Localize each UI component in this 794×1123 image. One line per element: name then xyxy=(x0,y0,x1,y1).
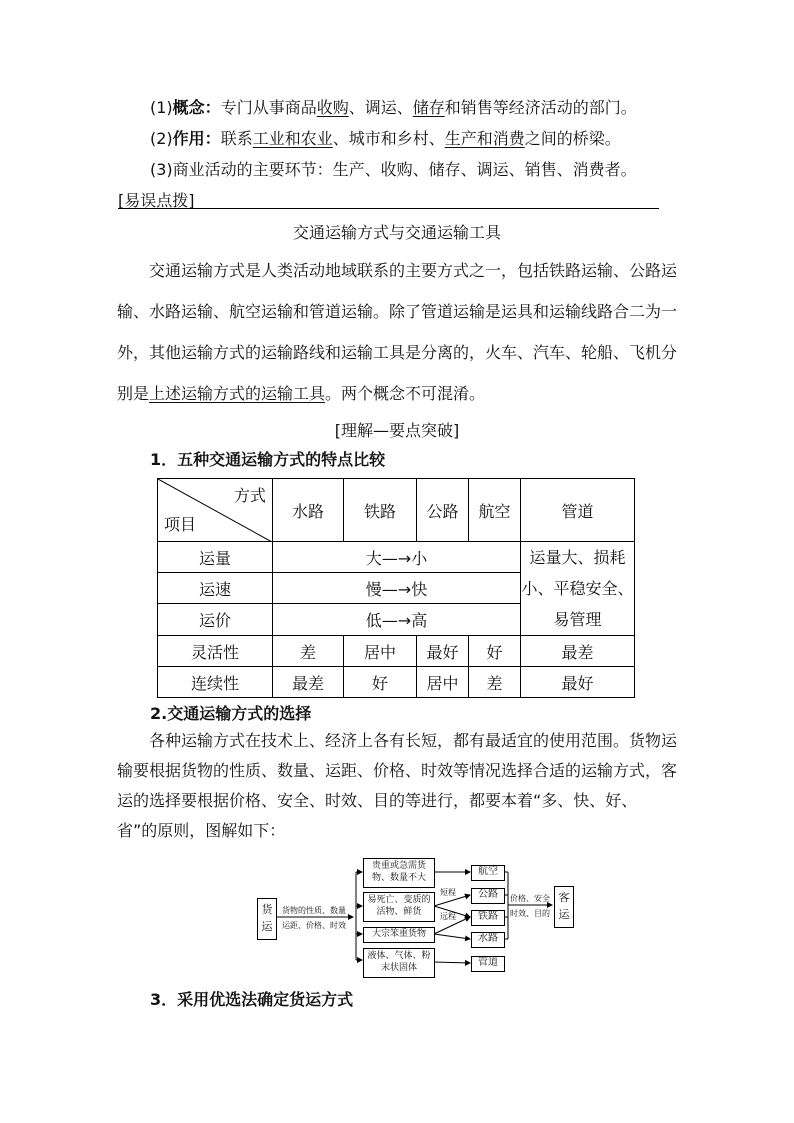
heading-3: 3．采用优选法确定货运方式 xyxy=(150,990,354,1009)
table-header: 铁路 xyxy=(344,479,417,542)
mode-box: 管道 xyxy=(471,956,505,972)
pipe-line: 运量大、损耗 xyxy=(529,548,626,567)
intro-1-u2: 储存 xyxy=(412,98,445,117)
mode-box: 铁路 xyxy=(471,910,505,926)
intro-1-t3: 和销售等经济活动的部门。 xyxy=(444,98,637,117)
merged-cell: 大—→小 xyxy=(273,542,521,573)
table-cell: 最差 xyxy=(273,667,344,698)
row-label: 运速 xyxy=(158,573,273,604)
table-header: 公路 xyxy=(417,479,469,542)
section-rule xyxy=(118,208,659,209)
section-paragraph xyxy=(117,250,677,414)
mode-box: 航空 xyxy=(471,865,505,881)
passenger-label: 客运 xyxy=(558,891,570,921)
cargo-flow-diagram xyxy=(250,850,580,980)
table-cell: 最好 xyxy=(521,667,635,698)
intro-2-u2: 生产和消费 xyxy=(444,129,525,148)
section-para-end: 。两个概念不可混淆。 xyxy=(325,384,486,403)
table-cell: 最差 xyxy=(521,636,635,667)
table-cell: 居中 xyxy=(417,667,469,698)
table-cell: 差 xyxy=(469,667,521,698)
intro-line-3: (3)商业活动的主要环节：生产、收购、储存、调运、销售、消费者。 xyxy=(150,160,637,179)
row-label: 灵活性 xyxy=(158,636,273,667)
intro-1-label: 概念： xyxy=(172,98,221,117)
cargo-note-1: 货物的性质、数量 xyxy=(282,906,346,915)
intro-1-t2: 、调运、 xyxy=(348,98,413,117)
group-box: 液体、气体、粉末状固体 xyxy=(363,948,435,978)
choice-paragraph: 各种运输方式在技术上、经济上各有长短，都有最适宜的使用范围。货物运输要根据货物的性质、数量、运距、价格、时效等情况选择合适的运输方式，客运的选择要根据价格、安全、时效、目的等进行，都要本着“多、快、好、省”的原则，图解如下： xyxy=(117,731,678,840)
row-label: 运量 xyxy=(158,542,273,573)
intro-line-1 xyxy=(150,97,637,119)
heading-1: 1．五种交通运输方式的特点比较 xyxy=(150,450,386,469)
group-box: 易死亡、变质的活物、鲜货 xyxy=(363,892,435,922)
table-header: 管道 xyxy=(521,479,635,542)
pipe-line: 小、平稳安全、 xyxy=(521,579,634,598)
group-box: 贵重或急需货物、数量不大 xyxy=(363,858,435,888)
group-box: 大宗笨重货物 xyxy=(363,927,435,943)
table-header: 水路 xyxy=(273,479,344,542)
table-corner-cell xyxy=(158,479,273,542)
corner-bottom-label: 项目 xyxy=(164,515,197,534)
table-cell: 最好 xyxy=(417,636,469,667)
mode-box: 公路 xyxy=(471,888,505,904)
table-cell: 好 xyxy=(469,636,521,667)
pipe-line: 易管理 xyxy=(553,610,602,629)
intro-2-u1: 工业和农业 xyxy=(252,129,333,148)
intro-1-t1: 专门从事商品 xyxy=(220,98,317,117)
section-para-underline: 上述运输方式的运输工具 xyxy=(149,384,326,403)
intro-2-label: 作用： xyxy=(172,129,221,148)
intro-1-u1: 收购 xyxy=(316,98,349,117)
short-distance-label: 短程 xyxy=(440,888,456,897)
long-distance-label: 远程 xyxy=(440,912,456,921)
section-para-text: 交通运输方式是人类活动地域联系的主要方式之一，包括铁路运输、公路运输、水路运输、航空运输和管道运输。除了管道运输是运具和运输线路合二为一外，其他运输方式的运输路线和运输工具是分离的，火车、汽车、轮船、飞机分别是 xyxy=(117,261,678,403)
mode-box: 水路 xyxy=(471,932,505,948)
intro-2-t2: 、城市和乡村、 xyxy=(332,129,445,148)
passenger-box xyxy=(554,886,574,928)
corner-top-label: 方式 xyxy=(233,486,266,505)
cargo-label: 货运 xyxy=(261,903,273,933)
intro-line-2 xyxy=(150,128,621,150)
table-header: 航空 xyxy=(469,479,521,542)
section-tag: [易误点拨] xyxy=(118,191,195,210)
heading-2: 2.交通运输方式的选择 xyxy=(150,704,312,723)
table-cell: 居中 xyxy=(344,636,417,667)
passenger-note-2: 时效、目的 xyxy=(510,909,550,918)
merged-cell: 慢—→快 xyxy=(273,573,521,604)
intro-1-num: (1) xyxy=(150,98,173,117)
table-cell: 好 xyxy=(344,667,417,698)
pipe-merged-cell xyxy=(521,542,635,636)
cargo-box xyxy=(257,898,277,940)
row-label: 连续性 xyxy=(158,667,273,698)
cargo-note-2: 运距、价格、时效 xyxy=(282,921,346,930)
section-title: 交通运输方式与交通运输工具 xyxy=(292,223,501,242)
passenger-note-1: 价格、安全 xyxy=(510,894,550,903)
intro-2-t1: 联系 xyxy=(220,129,253,148)
comparison-table xyxy=(157,478,635,698)
understand-title: [理解—要点突破] xyxy=(334,421,460,440)
intro-2-num: (2) xyxy=(150,129,173,148)
table-cell: 差 xyxy=(273,636,344,667)
row-label: 运价 xyxy=(158,604,273,636)
intro-2-t3: 之间的桥梁。 xyxy=(524,129,621,148)
merged-cell: 低—→高 xyxy=(273,604,521,636)
